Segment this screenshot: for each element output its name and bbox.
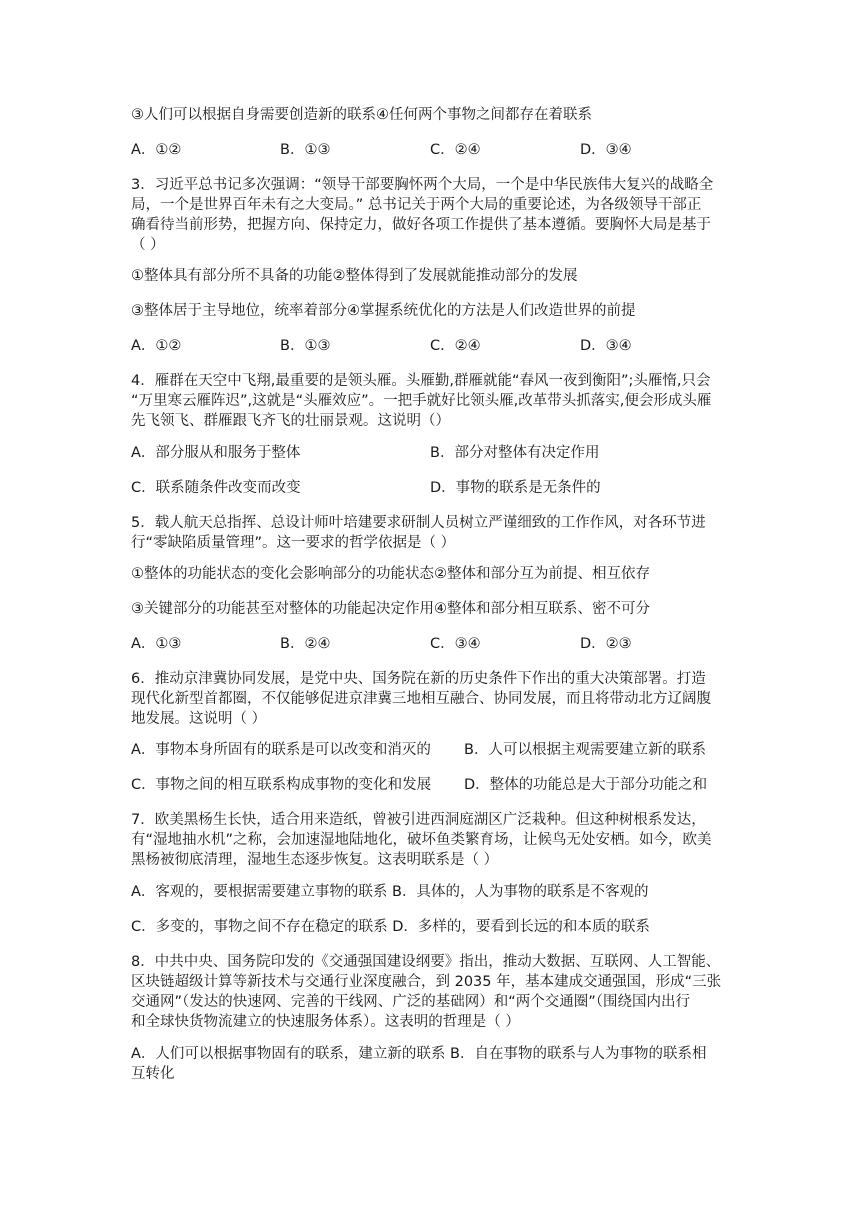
q6-stem-line: 地发展。这说明（ ） <box>131 711 267 727</box>
q8-options-b-continued: 互转化 <box>131 1066 175 1082</box>
q3-stem-line: 局，一个是世界百年未有之大变局。” 总书记关于两个大局的重要论述，为各级领导干部正 <box>131 197 702 213</box>
q3-stem-line: （ ） <box>131 237 165 253</box>
q6-option-d: D．整体的功能总是大于部分功能之和 <box>464 777 708 793</box>
q4-stem-line: “万里寒云雁阵迟”,这就是“头雁效应”。一把手就好比领头雁,改革带头抓落实,便会形成头雁 <box>131 393 712 409</box>
q7-options-a-b: A．客观的，要根据需要建立事物的联系 B．具体的，人为事物的联系是不客观的 <box>131 884 649 900</box>
q8-stem-line: 区块链超级计算等新技术与交通行业深度融合，到 2035 年，基本建成交通强国，形成“三张 <box>131 974 722 990</box>
q3-statements-1-2: ①整体具有部分所不具备的功能②整体得到了发展就能推动部分的发展 <box>131 268 578 284</box>
q6-option-a: A．事物本身所固有的联系是可以改变和消灭的 <box>131 742 431 758</box>
q7-stem-line: 黑杨被彻底清理，湿地生态逐步恢复。这表明联系是（ ） <box>131 852 499 868</box>
q3-stem-line: 确看待当前形势，把握方向、保持定力，做好各项工作提供了基本遵循。要胸怀大局是基于 <box>131 217 711 233</box>
q7-options-c-d: C．多变的，事物之间不存在稳定的联系 D．多样的，要看到长远的和本质的联系 <box>131 919 650 935</box>
q8-stem-line: 和全球快货物流建立的快速服务体系）。这表明的哲理是（ ） <box>131 1014 520 1030</box>
q5-option-d: D．②③ <box>580 636 632 652</box>
q6-option-c: C．事物之间的相互联系构成事物的变化和发展 <box>131 777 432 793</box>
q4-stem-line: 4．雁群在天空中飞翔,最重要的是领头雁。头雁勤,群雁就能“春风一夜到衡阳”;头雁惰,只会 <box>131 373 711 389</box>
q3-option-d: D．③④ <box>580 338 632 354</box>
q6-option-b: B．人可以根据主观需要建立新的联系 <box>464 742 706 758</box>
q5-statements-1-2: ①整体的功能状态的变化会影响部分的功能状态②整体和部分互为前提、相互依存 <box>131 566 650 582</box>
q4-option-b: B．部分对整体有决定作用 <box>430 445 600 461</box>
q3-option-b: B．①③ <box>280 338 331 354</box>
q5-stem-line: 5．载人航天总指挥、总设计师叶培建要求研制人员树立严谨细致的工作作风，对各环节进 <box>131 515 706 531</box>
q7-stem-line: 有“湿地抽水机”之称，会加速湿地陆地化，破坏鱼类繁育场，让候鸟无处安栖。如今，欧美 <box>131 832 712 848</box>
q3-option-a: A．①② <box>131 338 182 354</box>
q7-stem-line: 7．欧美黑杨生长快，适合用来造纸，曾被引进西洞庭湖区广泛栽种。但这种树根系发达， <box>131 812 706 828</box>
q2-option-a: A．①② <box>131 142 182 158</box>
q4-option-d: D．事物的联系是无条件的 <box>430 480 601 496</box>
q8-stem-line: 交通网”（发达的快速网、完善的干线网、广泛的基础网）和“两个交通圈”（围绕国内出行 <box>131 994 691 1010</box>
q6-stem-line: 6．推动京津冀协同发展，是党中央、国务院在新的历史条件下作出的重大决策部署。打造 <box>131 671 706 687</box>
q5-statements-3-4: ③关键部分的功能甚至对整体的功能起决定作用④整体和部分相互联系、密不可分 <box>131 601 650 617</box>
q6-stem-line: 现代化新型首都圈，不仅能够促进京津冀三地相互融合、协同发展，而且将带动北方辽阔腹 <box>131 691 711 707</box>
q3-statements-3-4: ③整体居于主导地位，统率着部分④掌握系统优化的方法是人们改造世界的前提 <box>131 303 636 319</box>
q3-option-c: C．②④ <box>430 338 481 354</box>
q2-option-c: C．②④ <box>430 142 481 158</box>
q2-statements-3-4: ③人们可以根据自身需要创造新的联系④任何两个事物之间都存在着联系 <box>131 107 592 123</box>
q4-option-a: A．部分服从和服务于整体 <box>131 445 301 461</box>
q2-option-d: D．③④ <box>580 142 632 158</box>
q5-stem-line: 行“零缺陷质量管理”。这一要求的哲学依据是（ ） <box>131 535 456 551</box>
q5-option-c: C．③④ <box>430 636 481 652</box>
q8-stem-line: 8．中共中央、国务院印发的《交通强国建设纲要》指出，推动大数据、互联网、人工智能、 <box>131 954 721 970</box>
q4-stem-line: 先飞领飞、群雁跟飞齐飞的壮丽景观。这说明（） <box>131 413 450 429</box>
q5-option-a: A．①③ <box>131 636 182 652</box>
q4-option-c: C．联系随条件改变而改变 <box>131 480 301 496</box>
q2-option-b: B．①③ <box>280 142 331 158</box>
q5-option-b: B．②④ <box>280 636 331 652</box>
q8-options-a-b: A．人们可以根据事物固有的联系，建立新的联系 B．自在事物的联系与人为事物的联系相 <box>131 1046 707 1062</box>
q3-stem-line: 3．习近平总书记多次强调：“领导干部要胸怀两个大局，一个是中华民族伟大复兴的战略全 <box>131 177 714 193</box>
